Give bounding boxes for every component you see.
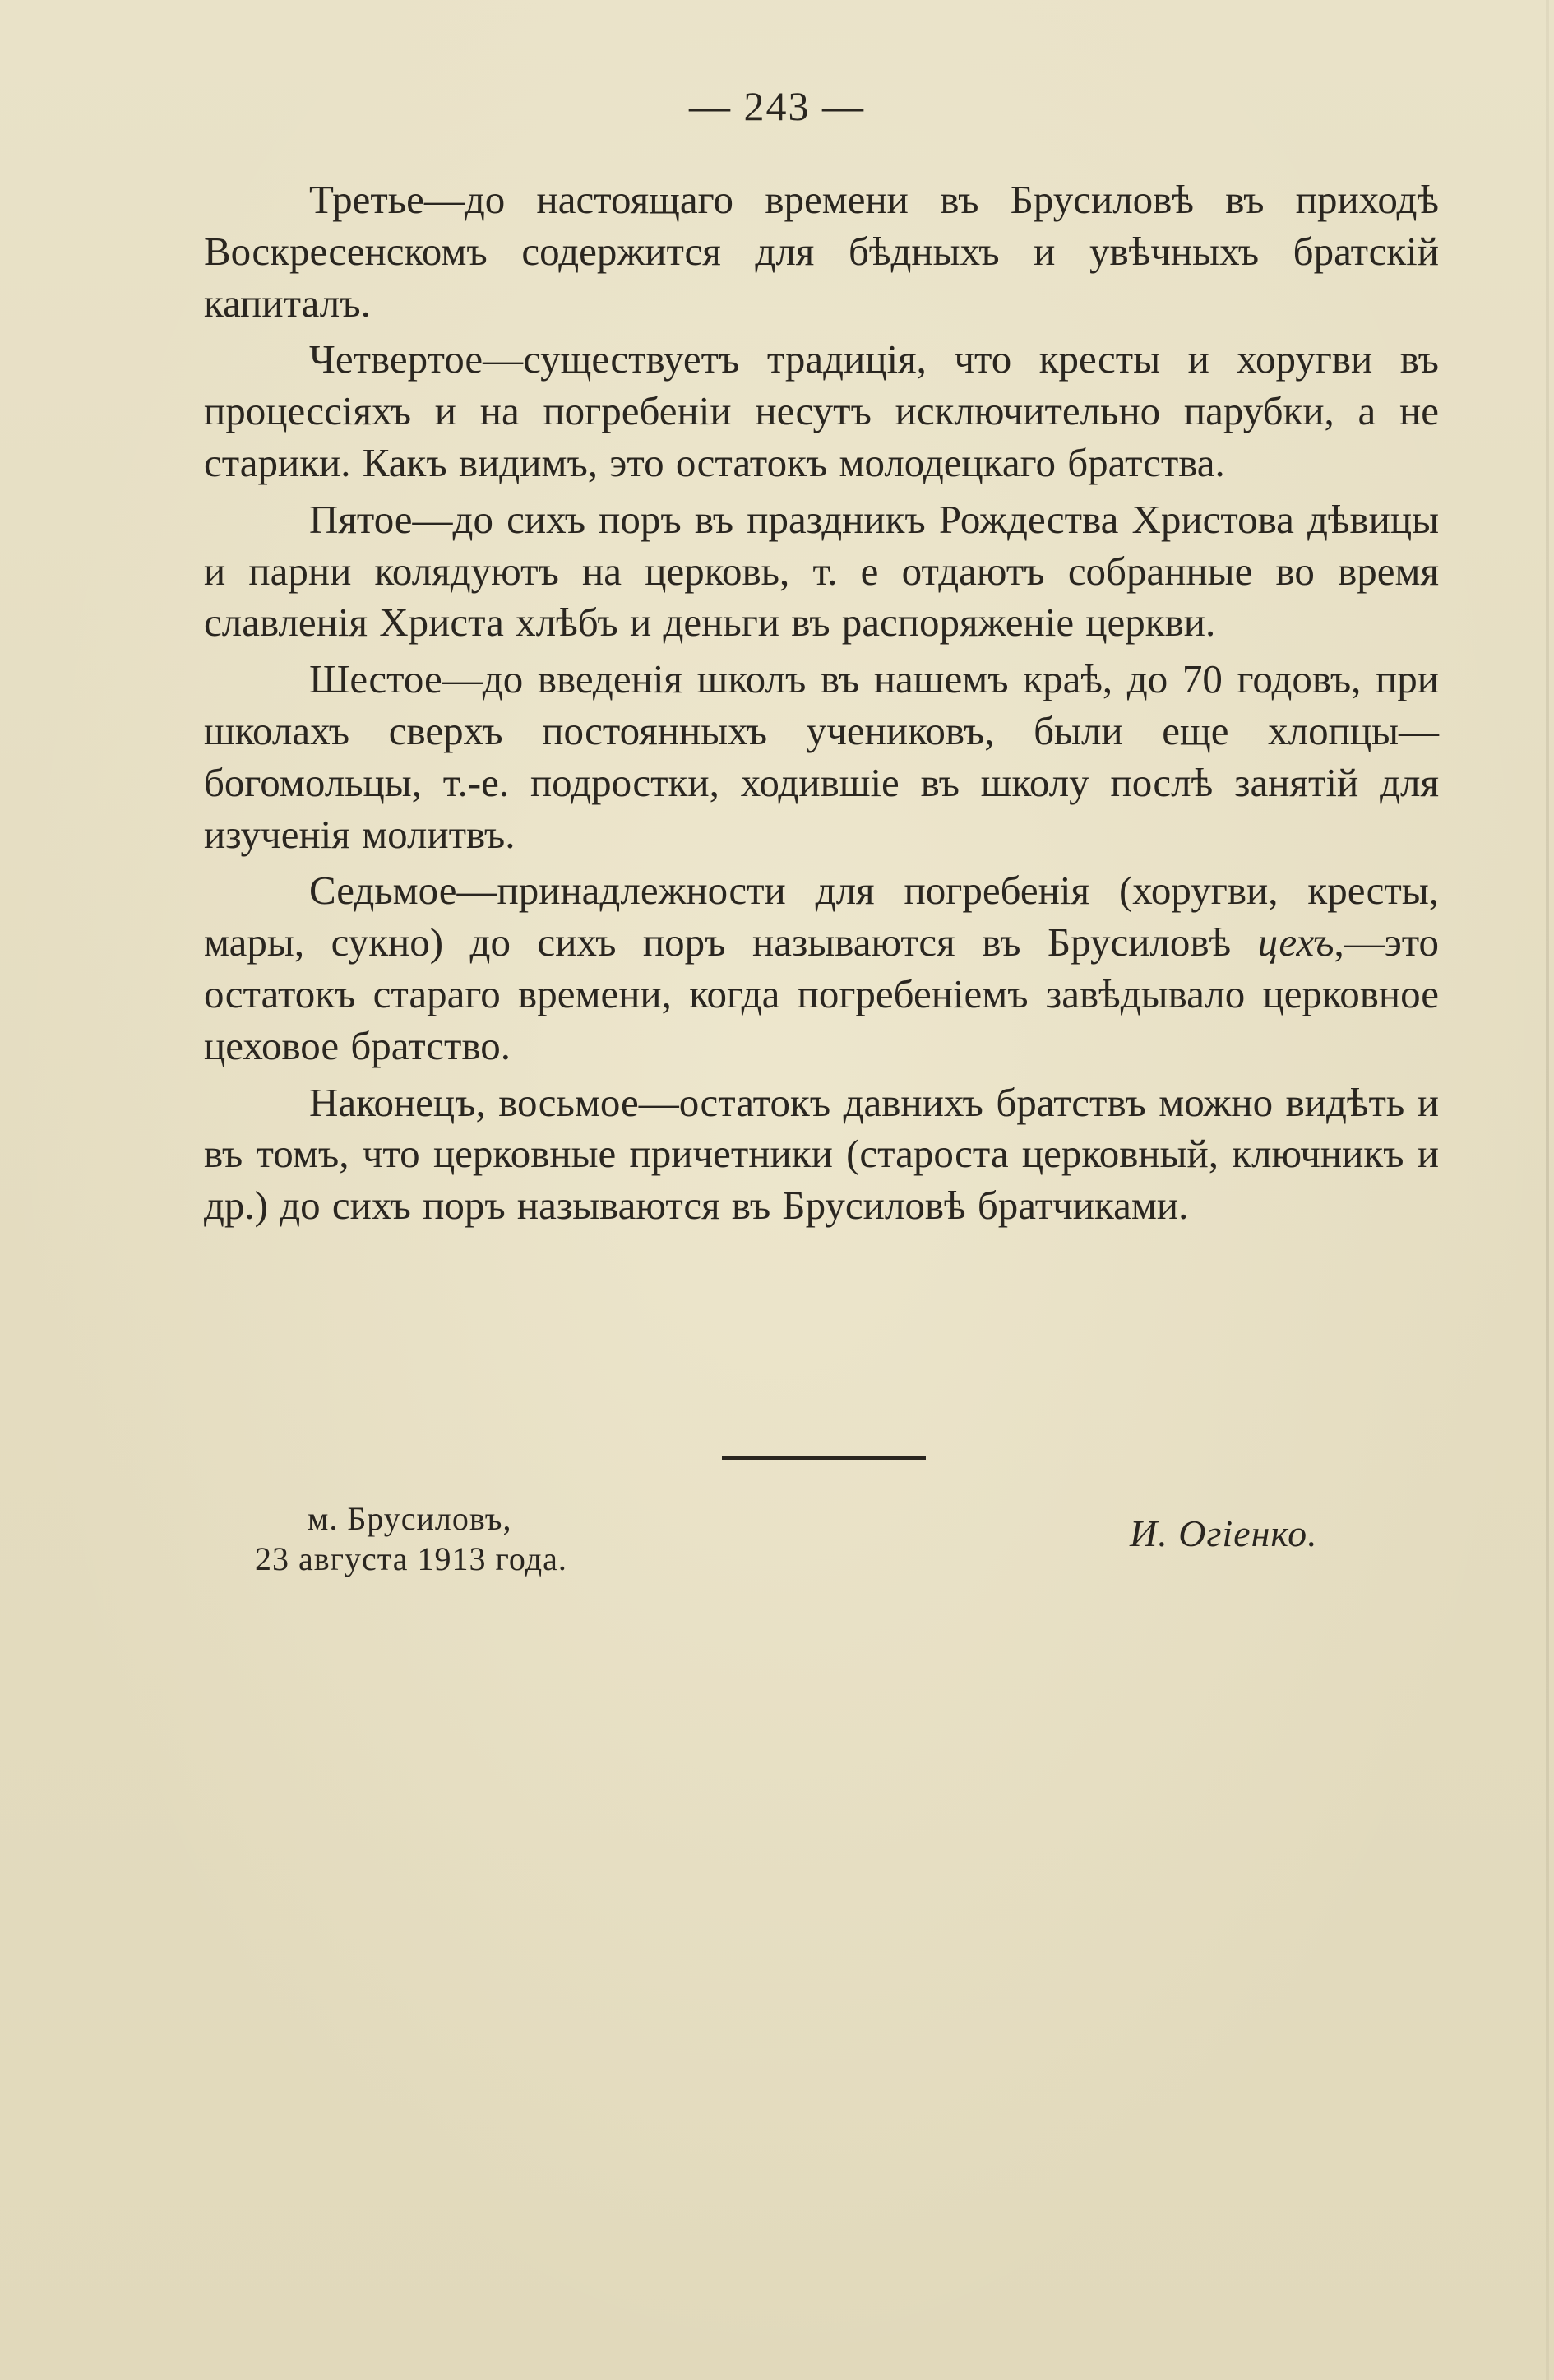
paragraph-fifth: Пятое—до сихъ поръ въ праздникъ Рождества Христова дѣвицы и парни колядуютъ на церковь, т. е отдаютъ собранные во время славленія Христа хлѣбъ и деньги въ распоряженіе церкви.	[204, 496, 1439, 646]
date-line: 23 августа 1913 года.	[255, 1540, 567, 1577]
paragraph-eighth: Наконецъ, восьмое—остатокъ давнихъ братствъ можно видѣть и въ томъ, что церковные причетники (староста церковный, ключникъ и др.) до сихъ поръ называются въ Брусиловѣ братчиками.	[204, 1079, 1439, 1229]
paragraph-seventh	[204, 865, 1439, 1072]
section-divider	[722, 1456, 926, 1460]
paragraph-fourth: Четвертое—существуетъ традиція, что кресты и хоругви въ процессіяхъ и на погребеніи несутъ исключительно парубки, а не старики. Какъ видимъ, это остатокъ молодецкаго братства.	[204, 336, 1439, 485]
paragraph-seventh-italic-term: цехъ	[1257, 919, 1334, 965]
page-edge-shadow	[1546, 0, 1549, 2380]
author-signature: И. Огіенко.	[1130, 1512, 1318, 1554]
page-number: — 243 —	[689, 83, 865, 129]
paragraph-third: Третье—до настоящаго времени въ Брусиловѣ въ приходѣ Воскресенскомъ содержится для бѣдныхъ и увѣчныхъ братскій капиталъ.	[204, 177, 1439, 326]
place-and-date	[255, 1498, 567, 1579]
body-text	[204, 174, 1439, 1237]
paragraph-seventh-part-1: Седьмое—принадлежности для погребенія (хоругви, кресты, мары, сукно) до сихъ поръ называются въ Брусиловѣ	[204, 868, 1439, 965]
paragraph-sixth: Шестое—до введенія школъ въ нашемъ краѣ, до 70 годовъ, при школахъ сверхъ постоянныхъ учениковъ, были еще хлопцы—богомольцы, т.-е. подростки, ходившіе въ школу послѣ занятій для изученія молитвъ.	[204, 656, 1439, 857]
paragraph-seventh-part-2: ,—это остатокъ стараго времени, когда погребеніемъ завѣдывало церковное цеховое братство.	[204, 919, 1439, 1068]
place-line: м. Брусиловъ,	[308, 1500, 512, 1537]
